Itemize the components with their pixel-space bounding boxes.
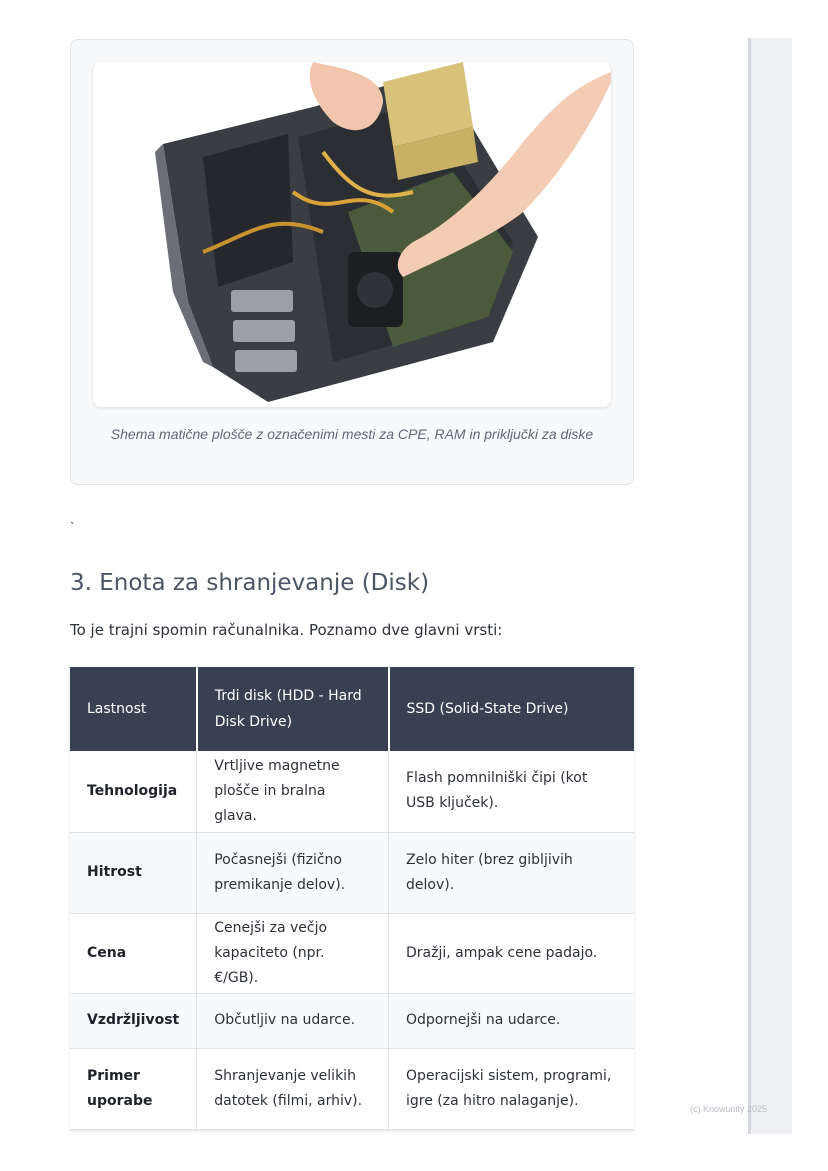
table-row — [70, 832, 634, 913]
comparison-table — [70, 667, 634, 1130]
row-ssd-value: Zelo hiter (brez gibljivih delov). — [389, 832, 635, 913]
side-scroll-strip — [748, 38, 792, 1134]
figure-card — [70, 39, 634, 485]
section-heading: 3. Enota za shranjevanje (Disk) — [70, 570, 430, 596]
stray-backtick: ` — [70, 519, 75, 535]
pc-case-illustration — [93, 62, 611, 407]
watermark: (c) Knowunity 2025 — [690, 1104, 768, 1114]
row-hdd-value: Cenejši za večjo kapaciteto (npr. €/GB). — [197, 913, 389, 993]
table-row — [70, 913, 634, 993]
table-row — [70, 993, 634, 1048]
row-hdd-value: Vrtljive magnetne plošče in bralna glava. — [197, 751, 389, 832]
row-ssd-value: Odpornejši na udarce. — [389, 993, 635, 1048]
row-ssd-value: Flash pomnilniški čipi (kot USB ključek). — [389, 751, 635, 832]
header-hdd: Trdi disk (HDD - Hard Disk Drive) — [197, 667, 389, 751]
header-property: Lastnost — [70, 667, 197, 751]
row-property: Tehnologija — [70, 751, 197, 832]
section-intro: To je trajni spomin računalnika. Poznamo dve glavni vrsti: — [70, 621, 503, 639]
figure-caption: Shema matične plošče z označenimi mesti za CPE, RAM in priključki za diske — [110, 426, 594, 442]
table-row — [70, 1048, 634, 1129]
row-property: Vzdržljivost — [70, 993, 197, 1048]
row-ssd-value: Dražji, ampak cene padajo. — [389, 913, 635, 993]
row-property: Primer uporabe — [70, 1048, 197, 1129]
row-hdd-value: Shranjevanje velikih datotek (filmi, arhiv). — [197, 1048, 389, 1129]
row-ssd-value: Operacijski sistem, programi, igre (za hitro nalaganje). — [389, 1048, 635, 1129]
header-ssd: SSD (Solid-State Drive) — [389, 667, 635, 751]
table-header-row — [70, 667, 634, 751]
row-property: Cena — [70, 913, 197, 993]
row-property: Hitrost — [70, 832, 197, 913]
table-row — [70, 751, 634, 832]
row-hdd-value: Počasnejši (fizično premikanje delov). — [197, 832, 389, 913]
row-hdd-value: Občutljiv na udarce. — [197, 993, 389, 1048]
pc-case-photo — [93, 62, 611, 407]
